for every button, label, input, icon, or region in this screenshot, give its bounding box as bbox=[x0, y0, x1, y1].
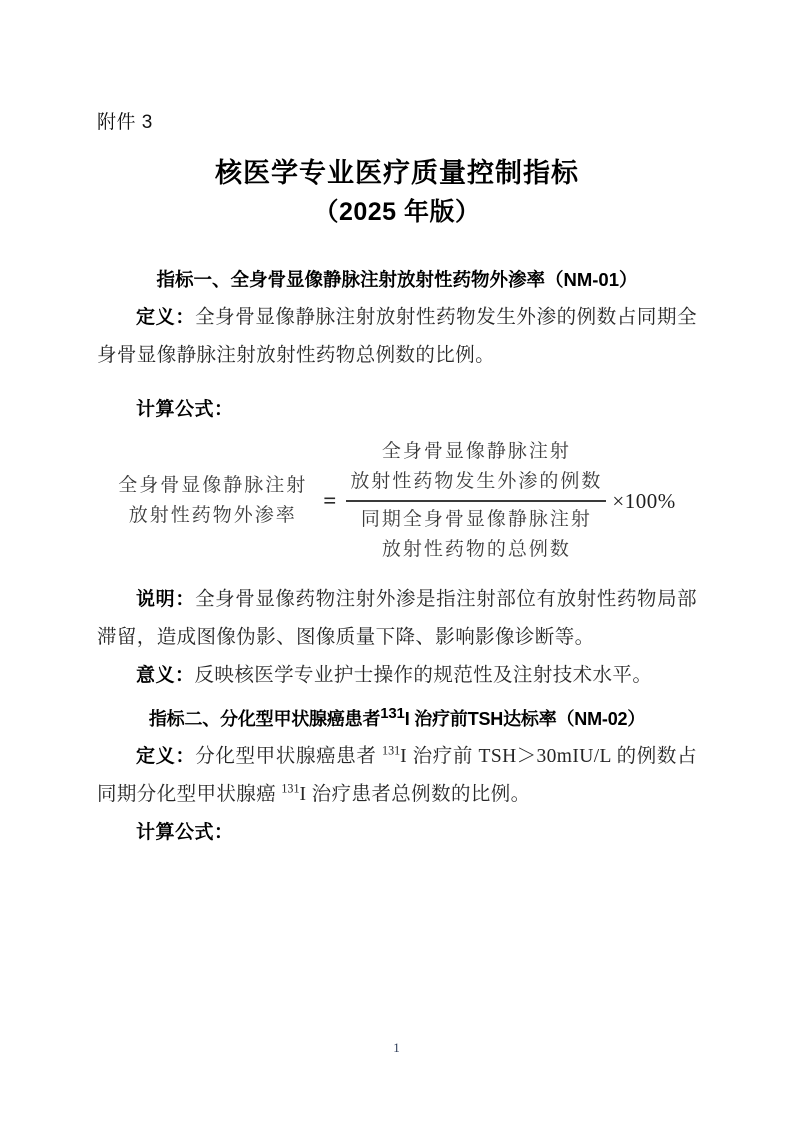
numerator-line-1: 全身骨显像静脉注射 bbox=[381, 441, 571, 462]
indicator-two-heading bbox=[97, 695, 697, 738]
definition-label: 定义： bbox=[136, 746, 196, 767]
indicator-two-heading-superscript: 131 bbox=[380, 705, 405, 722]
page-title: 核医学专业医疗质量控制指标 bbox=[215, 158, 579, 188]
attachment-label: 附件 3 bbox=[97, 112, 153, 133]
indicator-one-note bbox=[97, 581, 697, 657]
numerator-line-2: 放射性药物发生外渗的例数 bbox=[350, 471, 603, 492]
note-label: 说明： bbox=[136, 589, 196, 610]
document-content bbox=[97, 110, 697, 852]
denominator-line-1: 同期全身骨显像静脉注射 bbox=[360, 509, 592, 530]
page-subtitle: （2025 年版） bbox=[313, 198, 481, 226]
significance-label: 意义： bbox=[136, 665, 195, 686]
note-text: 全身骨显像药物注射外渗是指注射部位有放射性药物局部滞留，造成图像伪影、图像质量下降、影响影像诊断等。 bbox=[97, 589, 697, 648]
denominator-line-2: 放射性药物的总例数 bbox=[381, 539, 571, 560]
indicator-two-heading-part2: I 治疗前TSH达标率（NM-02） bbox=[404, 709, 646, 729]
formula-lhs-line-2: 放射性药物外渗率 bbox=[128, 505, 297, 526]
equals-sign: = bbox=[323, 488, 337, 513]
definition-text-part2: I 治疗前 TSH＞30mIU/L 的例数占同期分化型甲状腺癌 bbox=[97, 746, 697, 805]
indicator-one-formula-label: 计算公式： bbox=[136, 399, 234, 420]
indicator-two-heading-part1: 指标二、分化型甲状腺癌患者 bbox=[148, 709, 381, 729]
significance-text: 反映核医学专业护士操作的规范性及注射技术水平。 bbox=[194, 665, 653, 686]
indicator-one-heading: 指标一、全身骨显像静脉注射放射性药物外渗率（NM-01） bbox=[156, 269, 638, 290]
formula-lhs-line-1: 全身骨显像静脉注射 bbox=[118, 475, 308, 496]
indicator-one-significance bbox=[97, 657, 697, 695]
indicator-one-formula bbox=[97, 437, 697, 565]
definition-label: 定义： bbox=[136, 307, 196, 328]
indicator-two-formula-label: 计算公式： bbox=[136, 822, 234, 843]
fraction-bar bbox=[346, 500, 606, 502]
formula-left-side bbox=[118, 471, 313, 531]
formula-fraction bbox=[346, 437, 606, 565]
indicator-one-definition bbox=[97, 299, 697, 375]
definition-superscript-2: 131 bbox=[281, 781, 300, 796]
definition-text: 全身骨显像静脉注射放射性药物发生外渗的例数占同期全身骨显像静脉注射放射性药物总例数的比例。 bbox=[97, 307, 697, 366]
definition-text-part3: I 治疗患者总例数的比例。 bbox=[299, 784, 531, 805]
indicator-two-definition bbox=[97, 738, 697, 814]
definition-text-part1: 分化型甲状腺癌患者 bbox=[195, 746, 383, 767]
definition-superscript-1: 131 bbox=[382, 743, 401, 758]
page-number: 1 bbox=[393, 1040, 400, 1055]
formula-multiplier: ×100% bbox=[612, 488, 676, 513]
